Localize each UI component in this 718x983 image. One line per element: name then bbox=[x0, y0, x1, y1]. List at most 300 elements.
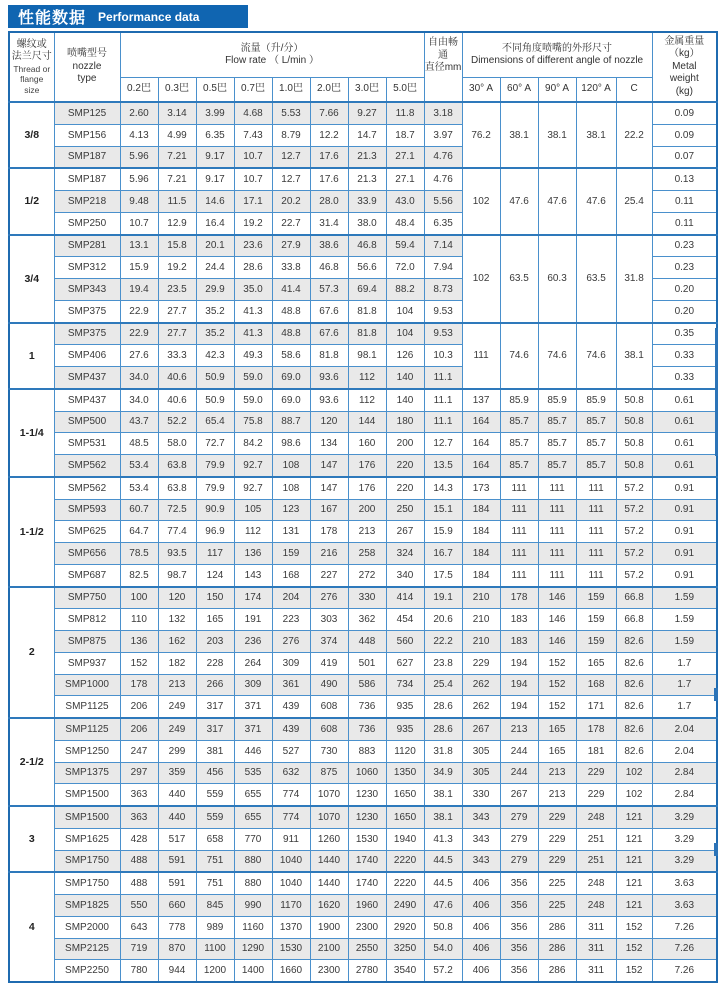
free-passage-cell: 38.1 bbox=[424, 806, 462, 828]
weight-cell: 2.84 bbox=[652, 762, 717, 784]
flow-cell: 92.7 bbox=[234, 455, 272, 477]
flow-cell: 488 bbox=[120, 850, 158, 872]
table-row bbox=[9, 477, 717, 499]
dim-cell: 57.2 bbox=[616, 499, 652, 521]
flow-cell: 35.2 bbox=[196, 323, 234, 345]
nozzle-type-cell: SMP2125 bbox=[54, 938, 120, 960]
flow-cell: 15.9 bbox=[120, 257, 158, 279]
table-row bbox=[9, 499, 717, 521]
flow-cell: 778 bbox=[158, 916, 196, 938]
dim-cell: 152 bbox=[616, 960, 652, 982]
flow-cell: 216 bbox=[310, 543, 348, 565]
table-row bbox=[9, 806, 717, 828]
flow-cell: 264 bbox=[234, 652, 272, 674]
flow-cell: 104 bbox=[386, 300, 424, 322]
dim-cell: 57.2 bbox=[616, 564, 652, 586]
dim-cell: 267 bbox=[500, 784, 538, 806]
flow-cell: 627 bbox=[386, 652, 424, 674]
dim-cell: 82.6 bbox=[616, 631, 652, 653]
nozzle-type-cell: SMP437 bbox=[54, 389, 120, 411]
flow-cell: 46.8 bbox=[310, 257, 348, 279]
flow-cell: 1440 bbox=[310, 850, 348, 872]
dim-cell: 50.8 bbox=[616, 411, 652, 433]
dim-cell: 111 bbox=[576, 477, 616, 499]
flow-cell: 12.7 bbox=[272, 168, 310, 190]
dim-cell: 248 bbox=[576, 806, 616, 828]
flow-cell: 33.3 bbox=[158, 345, 196, 367]
dim-cell: 111 bbox=[576, 499, 616, 521]
dim-cell: 66.8 bbox=[616, 587, 652, 609]
flow-cell: 19.4 bbox=[120, 279, 158, 301]
flow-cell: 2220 bbox=[386, 850, 424, 872]
flow-cell: 454 bbox=[386, 609, 424, 631]
flow-cell: 414 bbox=[386, 587, 424, 609]
flow-cell: 7.21 bbox=[158, 168, 196, 190]
weight-cell: 0.61 bbox=[652, 411, 717, 433]
flow-cell: 736 bbox=[348, 696, 386, 718]
flow-cell: 27.1 bbox=[386, 146, 424, 168]
dim-cell: 229 bbox=[576, 784, 616, 806]
dim-cell: 121 bbox=[616, 895, 652, 917]
dim-cell: 85.9 bbox=[538, 389, 576, 411]
table-row bbox=[9, 652, 717, 674]
flow-cell: 227 bbox=[310, 564, 348, 586]
flow-cell: 124 bbox=[196, 564, 234, 586]
dim-cell: 63.5 bbox=[500, 235, 538, 323]
flow-cell: 72.7 bbox=[196, 433, 234, 455]
free-passage-cell: 11.1 bbox=[424, 411, 462, 433]
dim-cell: 251 bbox=[576, 828, 616, 850]
flow-cell: 23.5 bbox=[158, 279, 196, 301]
free-passage-cell: 6.35 bbox=[424, 212, 462, 234]
flow-cell: 27.7 bbox=[158, 323, 196, 345]
flow-cell: 57.3 bbox=[310, 279, 348, 301]
dim-cell: 146 bbox=[538, 587, 576, 609]
flow-cell: 134 bbox=[310, 433, 348, 455]
angle-header: C bbox=[616, 78, 652, 103]
flow-cell: 20.1 bbox=[196, 235, 234, 257]
flow-cell: 23.6 bbox=[234, 235, 272, 257]
dim-cell: 262 bbox=[462, 674, 500, 696]
flow-cell: 131 bbox=[272, 521, 310, 543]
nozzle-type-cell: SMP812 bbox=[54, 609, 120, 631]
flow-cell: 160 bbox=[348, 433, 386, 455]
flow-cell: 59.0 bbox=[234, 389, 272, 411]
table-row bbox=[9, 718, 717, 740]
free-passage-cell: 3.97 bbox=[424, 124, 462, 146]
flow-cell: 3540 bbox=[386, 960, 424, 982]
flow-cell: 28.0 bbox=[310, 191, 348, 213]
dim-cell: 25.4 bbox=[616, 168, 652, 234]
flow-cell: 719 bbox=[120, 938, 158, 960]
dim-cell: 121 bbox=[616, 806, 652, 828]
free-passage-cell: 25.4 bbox=[424, 674, 462, 696]
flow-cell: 2.60 bbox=[120, 102, 158, 124]
dim-cell: 183 bbox=[500, 609, 538, 631]
flow-cell: 1650 bbox=[386, 806, 424, 828]
flow-cell: 875 bbox=[310, 762, 348, 784]
flow-cell: 297 bbox=[120, 762, 158, 784]
flow-cell: 43.7 bbox=[120, 411, 158, 433]
free-passage-cell: 34.9 bbox=[424, 762, 462, 784]
size-cell: 2 bbox=[9, 587, 54, 719]
dim-cell: 262 bbox=[462, 696, 500, 718]
flow-cell: 165 bbox=[196, 609, 234, 631]
flow-cell: 50.9 bbox=[196, 367, 234, 389]
dim-cell: 111 bbox=[538, 564, 576, 586]
flow-cell: 374 bbox=[310, 631, 348, 653]
dim-cell: 50.8 bbox=[616, 389, 652, 411]
dim-cell: 279 bbox=[500, 828, 538, 850]
dim-cell: 137 bbox=[462, 389, 500, 411]
angle-header: 120° A bbox=[576, 78, 616, 103]
dim-cell: 225 bbox=[538, 872, 576, 894]
col-header-metal-weight: 金属重量 （kg） Metal weight (kg) bbox=[652, 32, 717, 102]
dim-cell: 82.6 bbox=[616, 674, 652, 696]
nozzle-type-cell: SMP1825 bbox=[54, 895, 120, 917]
weight-cell: 0.91 bbox=[652, 564, 717, 586]
flow-cell: 98.7 bbox=[158, 564, 196, 586]
flow-cell: 1440 bbox=[310, 872, 348, 894]
dim-cell: 47.6 bbox=[538, 168, 576, 234]
dim-cell: 111 bbox=[538, 543, 576, 565]
dim-cell: 74.6 bbox=[576, 323, 616, 389]
flow-cell: 655 bbox=[234, 784, 272, 806]
flow-cell: 774 bbox=[272, 784, 310, 806]
flow-cell: 90.9 bbox=[196, 499, 234, 521]
flow-cell: 734 bbox=[386, 674, 424, 696]
flow-cell: 2920 bbox=[386, 916, 424, 938]
nozzle-type-cell: SMP1625 bbox=[54, 828, 120, 850]
flow-cell: 1060 bbox=[348, 762, 386, 784]
flow-cell: 43.0 bbox=[386, 191, 424, 213]
weight-cell: 0.91 bbox=[652, 543, 717, 565]
flow-cell: 24.4 bbox=[196, 257, 234, 279]
free-passage-cell: 5.56 bbox=[424, 191, 462, 213]
table-row bbox=[9, 828, 717, 850]
dim-cell: 85.7 bbox=[538, 411, 576, 433]
table-row bbox=[9, 762, 717, 784]
free-passage-cell: 41.3 bbox=[424, 828, 462, 850]
flow-cell: 223 bbox=[272, 609, 310, 631]
weight-cell: 0.91 bbox=[652, 521, 717, 543]
size-cell: 1/2 bbox=[9, 168, 54, 234]
free-passage-cell: 4.76 bbox=[424, 146, 462, 168]
flow-cell: 660 bbox=[158, 895, 196, 917]
table-row bbox=[9, 389, 717, 411]
dim-cell: 85.7 bbox=[576, 455, 616, 477]
dim-cell: 184 bbox=[462, 499, 500, 521]
nozzle-type-cell: SMP187 bbox=[54, 146, 120, 168]
flow-cell: 81.8 bbox=[348, 323, 386, 345]
flow-cell: 309 bbox=[272, 652, 310, 674]
free-passage-cell: 44.5 bbox=[424, 850, 462, 872]
flow-cell: 13.1 bbox=[120, 235, 158, 257]
dim-cell: 248 bbox=[576, 872, 616, 894]
free-passage-cell: 14.3 bbox=[424, 477, 462, 499]
dim-cell: 279 bbox=[500, 850, 538, 872]
flow-cell: 439 bbox=[272, 718, 310, 740]
flow-cell: 1400 bbox=[234, 960, 272, 982]
table-row bbox=[9, 872, 717, 894]
size-cell: 3/8 bbox=[9, 102, 54, 168]
flow-cell: 330 bbox=[348, 587, 386, 609]
flow-cell: 6.35 bbox=[196, 124, 234, 146]
performance-table bbox=[8, 31, 718, 983]
flow-cell: 31.4 bbox=[310, 212, 348, 234]
flow-cell: 12.7 bbox=[272, 146, 310, 168]
free-passage-cell: 23.8 bbox=[424, 652, 462, 674]
angle-header: 90° A bbox=[538, 78, 576, 103]
flow-cell: 9.48 bbox=[120, 191, 158, 213]
flow-cell: 1260 bbox=[310, 828, 348, 850]
flow-cell: 204 bbox=[272, 587, 310, 609]
dim-cell: 225 bbox=[538, 895, 576, 917]
flow-cell: 7.43 bbox=[234, 124, 272, 146]
nozzle-type-cell: SMP593 bbox=[54, 499, 120, 521]
table-header bbox=[9, 32, 717, 102]
dim-cell: 210 bbox=[462, 587, 500, 609]
flow-cell: 126 bbox=[386, 345, 424, 367]
flow-cell: 1530 bbox=[272, 938, 310, 960]
flow-cell: 65.4 bbox=[196, 411, 234, 433]
flow-cell: 428 bbox=[120, 828, 158, 850]
flow-cell: 120 bbox=[310, 411, 348, 433]
flow-cell: 249 bbox=[158, 718, 196, 740]
right-edge-mark bbox=[714, 688, 718, 701]
flow-cell: 42.3 bbox=[196, 345, 234, 367]
dim-cell: 111 bbox=[538, 477, 576, 499]
dim-cell: 152 bbox=[538, 652, 576, 674]
col-header-flow-rate: 流量（升/分） Flow rate （ L/min ） bbox=[120, 32, 424, 78]
weight-cell: 3.29 bbox=[652, 850, 717, 872]
flow-cell: 880 bbox=[234, 850, 272, 872]
flow-cell: 608 bbox=[310, 696, 348, 718]
flow-cell: 730 bbox=[310, 740, 348, 762]
dim-cell: 164 bbox=[462, 433, 500, 455]
flow-cell: 448 bbox=[348, 631, 386, 653]
flow-cell: 96.9 bbox=[196, 521, 234, 543]
free-passage-cell: 20.6 bbox=[424, 609, 462, 631]
flow-cell: 4.13 bbox=[120, 124, 158, 146]
flow-cell: 517 bbox=[158, 828, 196, 850]
flow-cell: 72.0 bbox=[386, 257, 424, 279]
flow-cell: 770 bbox=[234, 828, 272, 850]
flow-cell: 9.27 bbox=[348, 102, 386, 124]
flow-cell: 176 bbox=[348, 455, 386, 477]
dim-cell: 74.6 bbox=[500, 323, 538, 389]
free-passage-cell: 22.2 bbox=[424, 631, 462, 653]
weight-cell: 0.91 bbox=[652, 477, 717, 499]
dim-cell: 164 bbox=[462, 455, 500, 477]
flow-cell: 944 bbox=[158, 960, 196, 982]
col-header-free-passage: 自由畅通 直径mm bbox=[424, 32, 462, 102]
flow-cell: 140 bbox=[386, 367, 424, 389]
dim-cell: 311 bbox=[576, 938, 616, 960]
flow-cell: 3.14 bbox=[158, 102, 196, 124]
dim-cell: 165 bbox=[538, 740, 576, 762]
dim-cell: 82.6 bbox=[616, 652, 652, 674]
nozzle-type-cell: SMP656 bbox=[54, 543, 120, 565]
weight-cell: 0.11 bbox=[652, 212, 717, 234]
flow-cell: 440 bbox=[158, 806, 196, 828]
free-passage-cell: 9.53 bbox=[424, 323, 462, 345]
flow-cell: 33.8 bbox=[272, 257, 310, 279]
section-title-en: Performance data bbox=[98, 9, 200, 24]
flow-cell: 501 bbox=[348, 652, 386, 674]
dim-cell: 178 bbox=[500, 587, 538, 609]
flow-cell: 132 bbox=[158, 609, 196, 631]
flow-cell: 63.8 bbox=[158, 455, 196, 477]
dim-cell: 76.2 bbox=[462, 102, 500, 168]
weight-cell: 0.07 bbox=[652, 146, 717, 168]
nozzle-type-cell: SMP218 bbox=[54, 191, 120, 213]
flow-cell: 50.9 bbox=[196, 389, 234, 411]
flow-cell: 21.3 bbox=[348, 168, 386, 190]
flow-cell: 108 bbox=[272, 455, 310, 477]
col-header-thread-size: 螺纹或 法兰尺寸 Thread or flange size bbox=[9, 32, 54, 102]
table-body bbox=[9, 102, 717, 982]
free-passage-cell: 38.1 bbox=[424, 784, 462, 806]
dim-cell: 406 bbox=[462, 872, 500, 894]
dim-cell: 406 bbox=[462, 960, 500, 982]
dim-cell: 311 bbox=[576, 916, 616, 938]
dim-cell: 159 bbox=[576, 609, 616, 631]
dim-cell: 85.7 bbox=[576, 433, 616, 455]
col-header-dimensions: 不同角度喷嘴的外形尺寸 Dimensions of different angle of nozzle bbox=[462, 32, 652, 78]
dim-cell: 356 bbox=[500, 916, 538, 938]
table-row bbox=[9, 916, 717, 938]
table-row bbox=[9, 784, 717, 806]
flow-cell: 38.6 bbox=[310, 235, 348, 257]
table-row bbox=[9, 411, 717, 433]
dim-cell: 286 bbox=[538, 938, 576, 960]
weight-cell: 0.11 bbox=[652, 191, 717, 213]
flow-cell: 18.7 bbox=[386, 124, 424, 146]
dim-cell: 159 bbox=[576, 631, 616, 653]
dim-cell: 121 bbox=[616, 828, 652, 850]
dim-cell: 213 bbox=[538, 784, 576, 806]
dim-cell: 111 bbox=[576, 543, 616, 565]
flow-cell: 174 bbox=[234, 587, 272, 609]
weight-cell: 3.63 bbox=[652, 895, 717, 917]
flow-cell: 5.96 bbox=[120, 168, 158, 190]
flow-cell: 29.9 bbox=[196, 279, 234, 301]
flow-cell: 178 bbox=[120, 674, 158, 696]
weight-cell: 0.33 bbox=[652, 345, 717, 367]
flow-cell: 38.0 bbox=[348, 212, 386, 234]
free-passage-cell: 7.14 bbox=[424, 235, 462, 257]
free-passage-cell: 15.1 bbox=[424, 499, 462, 521]
dim-cell: 102 bbox=[616, 784, 652, 806]
dim-cell: 85.7 bbox=[538, 455, 576, 477]
dim-cell: 57.2 bbox=[616, 521, 652, 543]
flow-cell: 935 bbox=[386, 696, 424, 718]
flow-cell: 27.1 bbox=[386, 168, 424, 190]
flow-cell: 104 bbox=[386, 323, 424, 345]
flow-cell: 34.0 bbox=[120, 367, 158, 389]
free-passage-cell: 11.1 bbox=[424, 389, 462, 411]
flow-cell: 1350 bbox=[386, 762, 424, 784]
flow-cell: 1900 bbox=[310, 916, 348, 938]
flow-cell: 2780 bbox=[348, 960, 386, 982]
flow-cell: 93.6 bbox=[310, 389, 348, 411]
table-row bbox=[9, 235, 717, 257]
flow-cell: 22.9 bbox=[120, 300, 158, 322]
flow-cell: 77.4 bbox=[158, 521, 196, 543]
dim-cell: 152 bbox=[616, 938, 652, 960]
dim-cell: 210 bbox=[462, 609, 500, 631]
dim-cell: 178 bbox=[576, 718, 616, 740]
dim-cell: 229 bbox=[538, 828, 576, 850]
weight-cell: 0.09 bbox=[652, 102, 717, 124]
flow-cell: 1070 bbox=[310, 806, 348, 828]
flow-cell: 27.9 bbox=[272, 235, 310, 257]
dim-cell: 111 bbox=[462, 323, 500, 389]
table-row bbox=[9, 587, 717, 609]
flow-cell: 250 bbox=[386, 499, 424, 521]
flow-cell: 21.3 bbox=[348, 146, 386, 168]
dim-cell: 63.5 bbox=[576, 235, 616, 323]
flow-cell: 10.7 bbox=[120, 212, 158, 234]
dim-cell: 164 bbox=[462, 411, 500, 433]
dim-cell: 22.2 bbox=[616, 102, 652, 168]
free-passage-cell: 17.5 bbox=[424, 564, 462, 586]
dim-cell: 85.7 bbox=[538, 433, 576, 455]
flow-cell: 371 bbox=[234, 696, 272, 718]
flow-cell: 990 bbox=[234, 895, 272, 917]
flow-cell: 17.6 bbox=[310, 168, 348, 190]
size-cell: 3/4 bbox=[9, 235, 54, 323]
flow-cell: 276 bbox=[310, 587, 348, 609]
flow-cell: 69.0 bbox=[272, 389, 310, 411]
flow-cell: 7.21 bbox=[158, 146, 196, 168]
weight-cell: 1.59 bbox=[652, 631, 717, 653]
dim-cell: 194 bbox=[500, 652, 538, 674]
free-passage-cell: 28.6 bbox=[424, 696, 462, 718]
pressure-header: 5.0巴 bbox=[386, 78, 424, 103]
flow-cell: 14.6 bbox=[196, 191, 234, 213]
pressure-header: 0.3巴 bbox=[158, 78, 196, 103]
dim-cell: 279 bbox=[500, 806, 538, 828]
dim-cell: 85.9 bbox=[500, 389, 538, 411]
flow-cell: 147 bbox=[310, 477, 348, 499]
flow-cell: 19.2 bbox=[234, 212, 272, 234]
table-row bbox=[9, 631, 717, 653]
flow-cell: 27.7 bbox=[158, 300, 196, 322]
dim-cell: 343 bbox=[462, 850, 500, 872]
dim-cell: 343 bbox=[462, 806, 500, 828]
dim-cell: 406 bbox=[462, 938, 500, 960]
flow-cell: 35.2 bbox=[196, 300, 234, 322]
flow-cell: 112 bbox=[348, 367, 386, 389]
flow-cell: 41.4 bbox=[272, 279, 310, 301]
free-passage-cell: 15.9 bbox=[424, 521, 462, 543]
flow-cell: 371 bbox=[234, 718, 272, 740]
dim-cell: 38.1 bbox=[616, 323, 652, 389]
flow-cell: 180 bbox=[386, 411, 424, 433]
flow-cell: 136 bbox=[234, 543, 272, 565]
flow-cell: 4.99 bbox=[158, 124, 196, 146]
flow-cell: 560 bbox=[386, 631, 424, 653]
nozzle-type-cell: SMP687 bbox=[54, 564, 120, 586]
flow-cell: 75.8 bbox=[234, 411, 272, 433]
dim-cell: 286 bbox=[538, 916, 576, 938]
flow-cell: 93.5 bbox=[158, 543, 196, 565]
flow-cell: 48.8 bbox=[272, 323, 310, 345]
dim-cell: 356 bbox=[500, 938, 538, 960]
dim-cell: 229 bbox=[538, 850, 576, 872]
